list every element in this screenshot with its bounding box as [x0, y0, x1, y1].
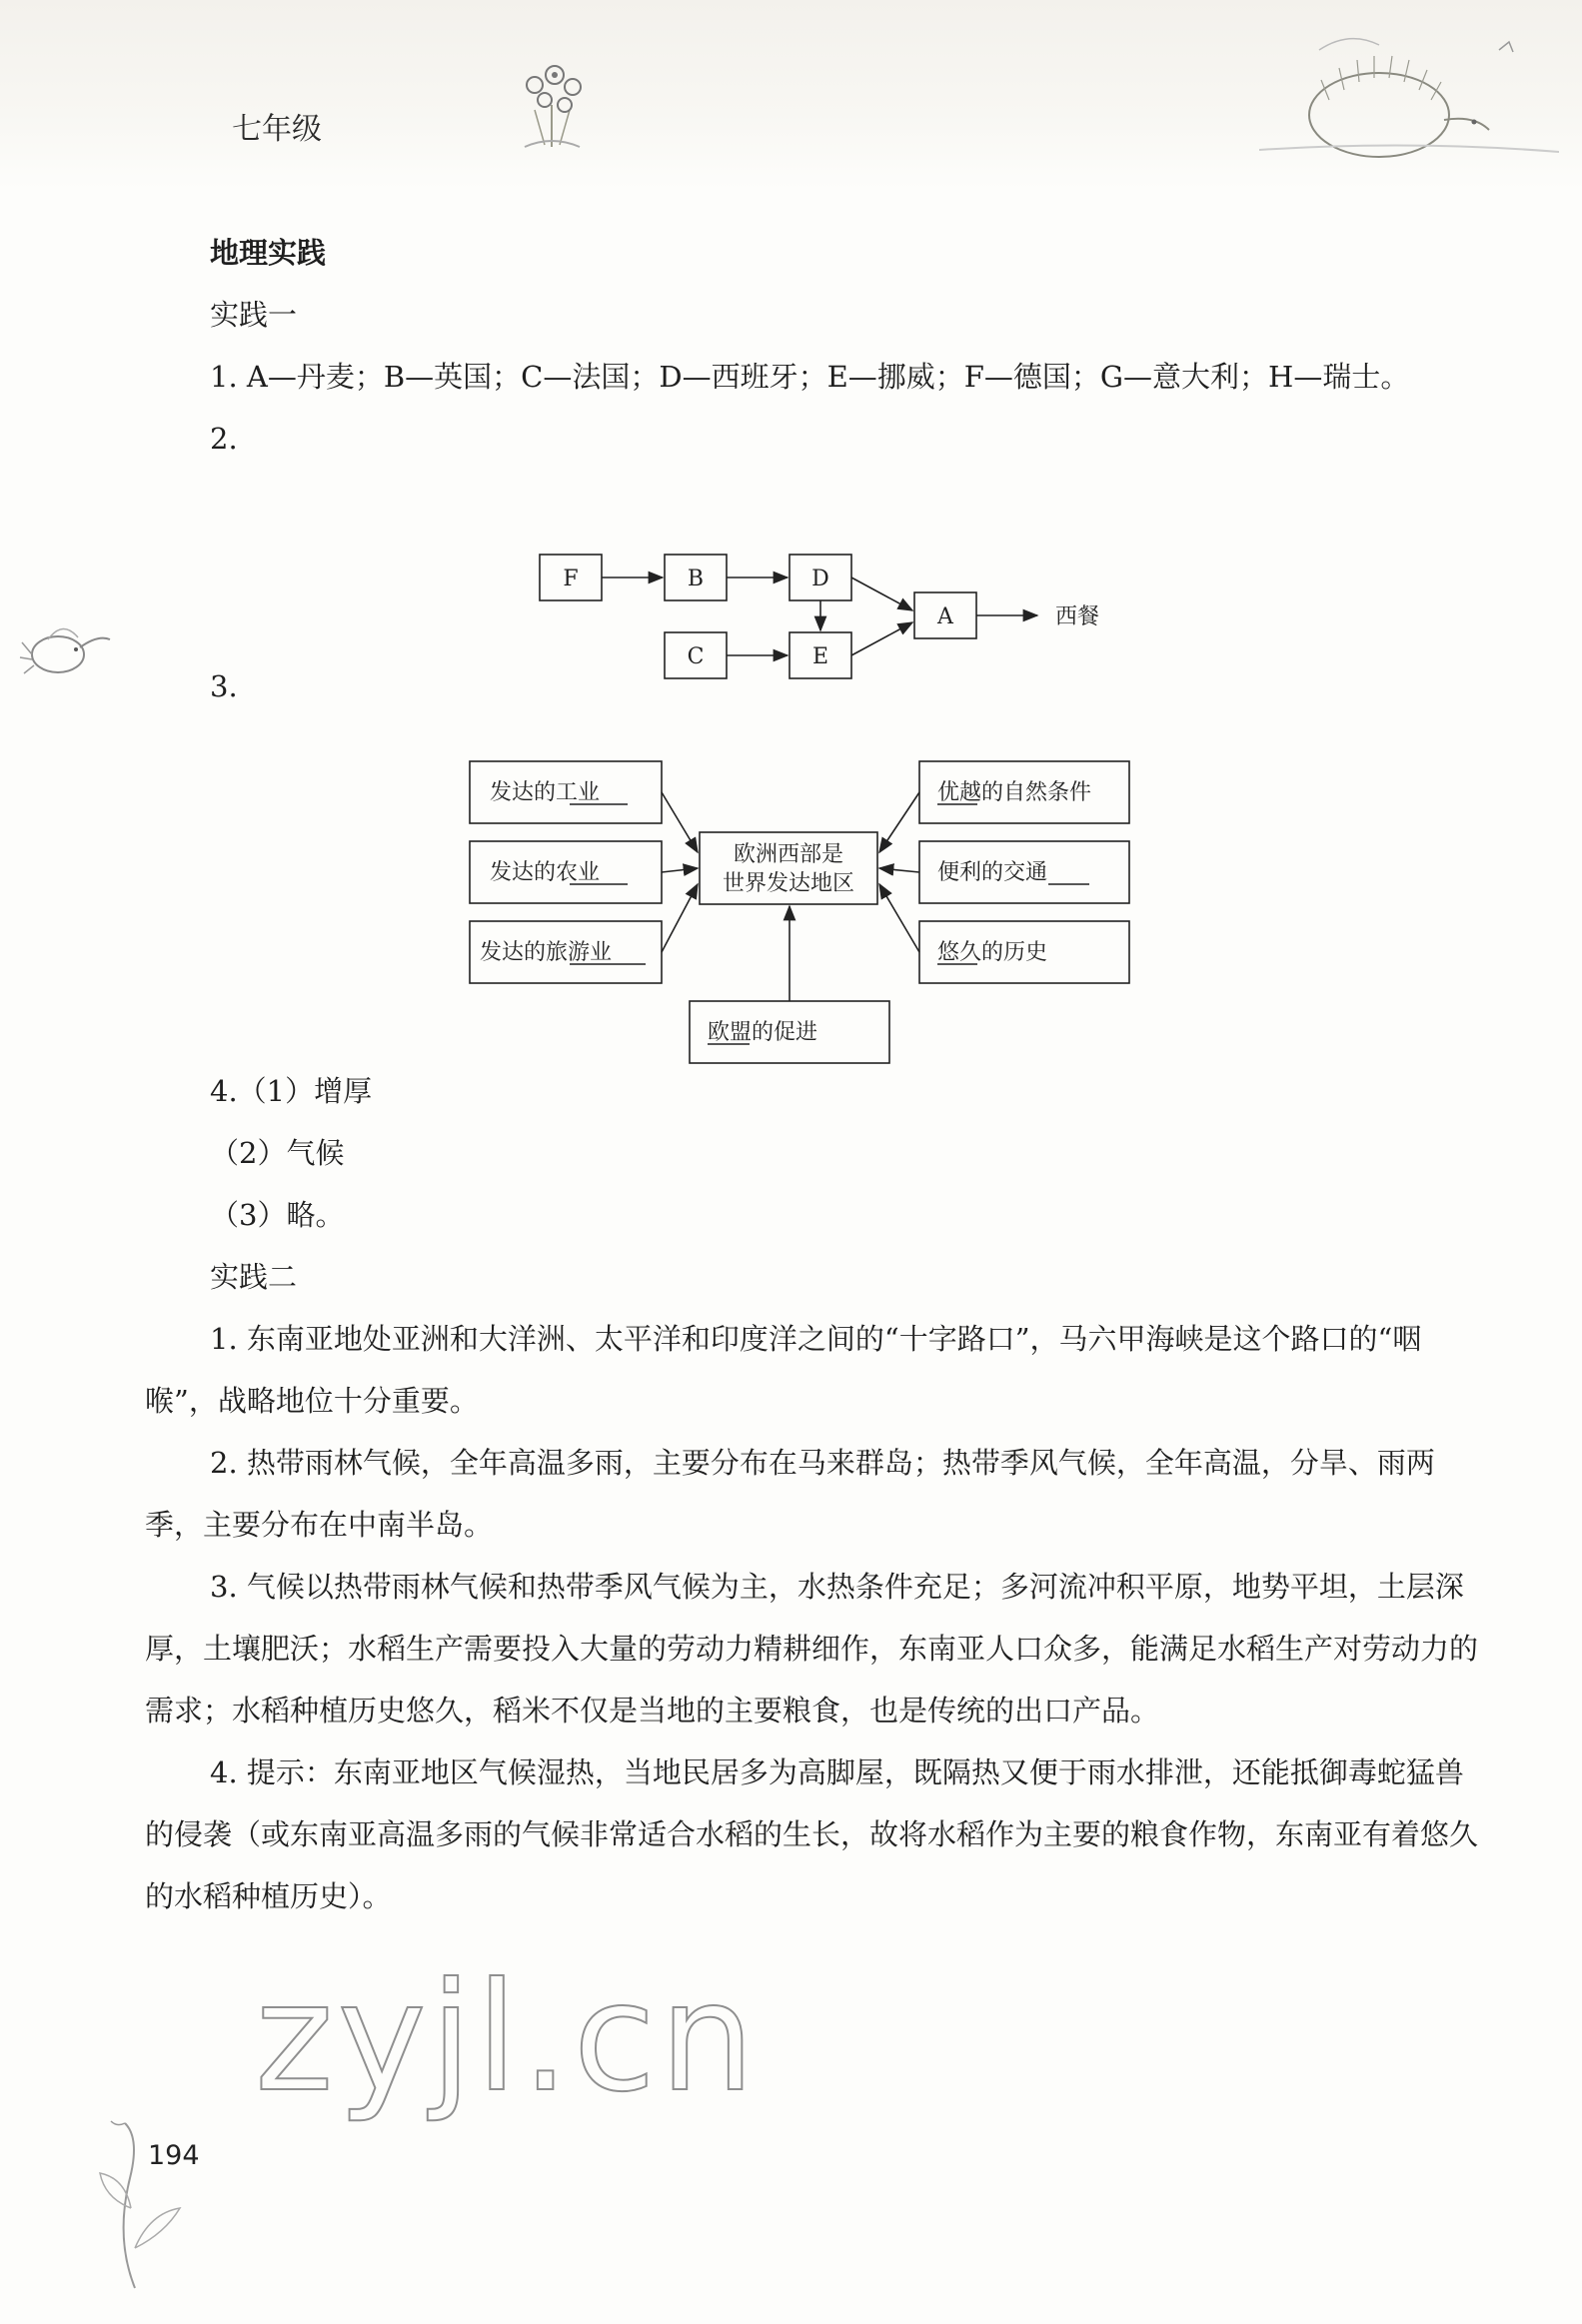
- concept-right3: 悠久的历史: [937, 940, 1048, 965]
- concept-left1: 发达的工业: [490, 780, 601, 805]
- label-d: D: [811, 567, 829, 591]
- practice2-q3: 3. 气候以热带雨林气候和热带季风气候为主，水热条件充足；多河流冲积平原，地势平坦，土层深厚，土壤肥沃；水稻生产需要投入大量的劳动力精耕细作，东南亚人口众多，能满足水稻生产对劳动力的需求；水稻种植历史悠久，稻米不仅是当地的主要粮食，也是传统的出口产品。: [145, 1570, 1479, 1728]
- concept-bottom: 欧盟的促进: [708, 1020, 818, 1045]
- answer-content: [145, 222, 1479, 1927]
- section-title: 地理实践: [210, 236, 327, 270]
- concept-center-line1: 欧洲西部是: [733, 842, 844, 867]
- label-c: C: [687, 644, 705, 669]
- bird-decoration-icon: [18, 599, 118, 699]
- label-f: F: [563, 567, 579, 591]
- label-b: B: [687, 567, 705, 591]
- concept-map: [460, 744, 1179, 1074]
- page-number: 194: [148, 2140, 200, 2171]
- practice2-q4: 4. 提示：东南亚地区气候湿热，当地民居多为高脚屋，既隔热又便于雨水排泄，还能抵御毒蛇猛兽的侵袭（或东南亚高温多雨的气候非常适合水稻的生长，故将水稻作为主要的粮食作物，东南亚有着悠久的水稻种植历史）。: [145, 1755, 1479, 1913]
- concept-right2: 便利的交通: [937, 860, 1048, 885]
- practice1-q2-label: 2.: [210, 422, 238, 456]
- flow-diagram: [520, 545, 1119, 694]
- practice1-q4-1: 4.（1）增厚: [210, 1074, 373, 1108]
- practice1-q3-label: 3.: [210, 669, 238, 703]
- grade-label: 七年级: [232, 112, 322, 147]
- concept-left3: 发达的旅游业: [480, 940, 613, 965]
- practice1-q4-3: （3）略。: [210, 1198, 345, 1232]
- hedgehog-decoration-icon: [1259, 20, 1559, 160]
- concept-center-line2: 世界发达地区: [722, 871, 855, 896]
- practice1-q1: 1. A—丹麦；B—英国；C—法国；D—西班牙；E—挪威；F—德国；G—意大利；H—瑞士。: [210, 360, 1410, 394]
- practice2-heading: 实践二: [210, 1260, 298, 1294]
- label-result: 西餐: [1054, 604, 1100, 629]
- label-e: E: [811, 644, 829, 669]
- practice1-q4-2: （2）气候: [210, 1136, 345, 1170]
- label-a: A: [937, 604, 953, 629]
- practice2-q2: 2. 热带雨林气候，全年高温多雨，主要分布在马来群岛；热带季风气候，全年高温，分旱、雨两季，主要分布在中南半岛。: [145, 1446, 1435, 1542]
- flower-decoration-icon: [505, 55, 600, 150]
- practice1-heading: 实践一: [210, 298, 298, 332]
- practice2-q1: 1. 东南亚地处亚洲和大洋洲、太平洋和印度洋之间的“十字路口”，马六甲海峡是这个路口的“咽喉”，战略地位十分重要。: [145, 1322, 1422, 1418]
- watermark: zyjl.cn: [255, 1951, 760, 2125]
- concept-left2: 发达的农业: [490, 860, 601, 885]
- concept-right1: 优越的自然条件: [937, 780, 1092, 805]
